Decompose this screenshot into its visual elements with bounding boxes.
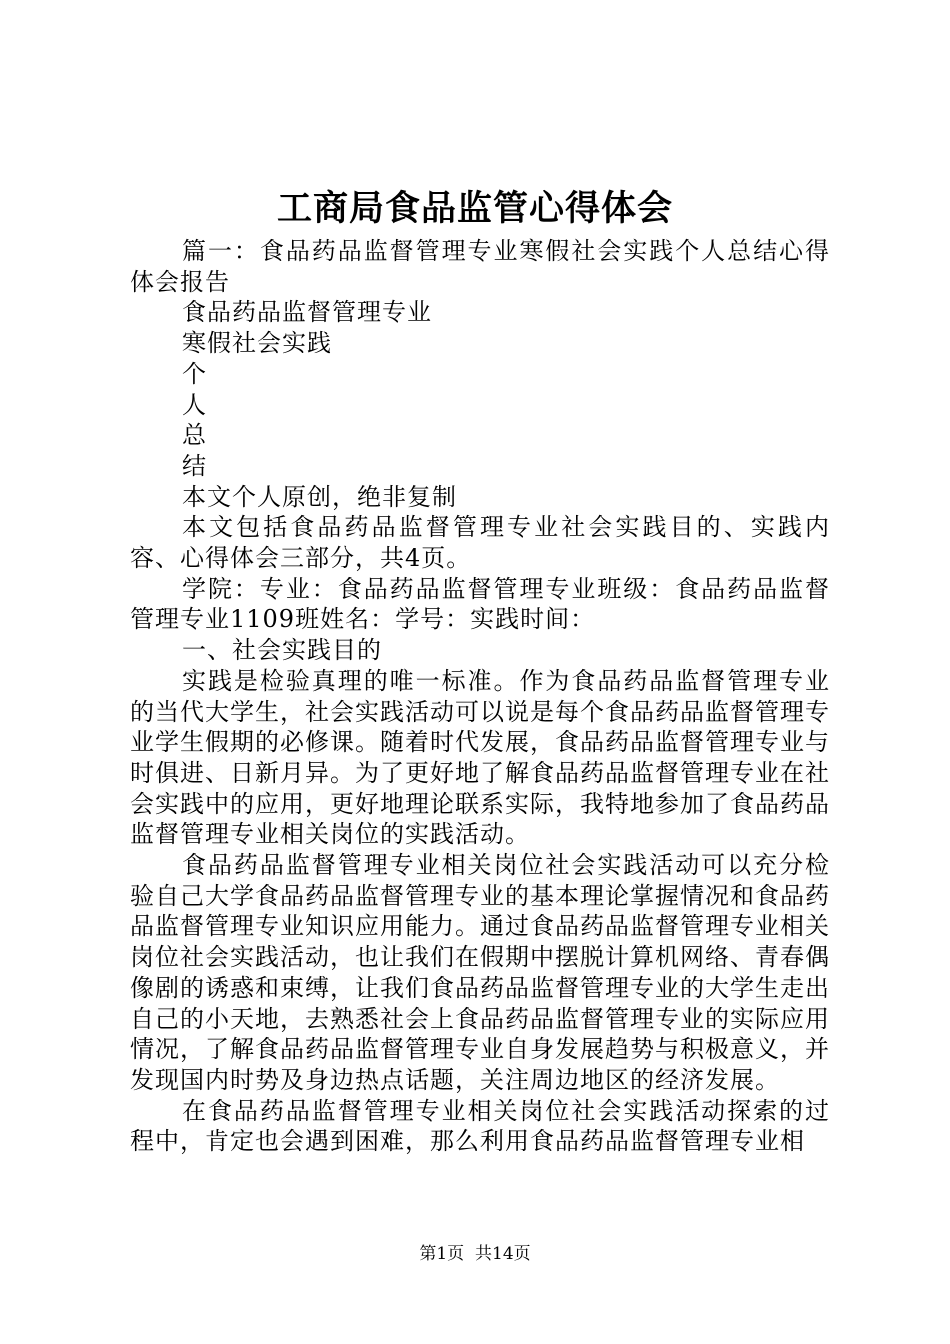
document-body bbox=[130, 236, 830, 1157]
paragraph: 食品药品监督管理专业相关岗位社会实践活动可以充分检验自己大学食品药品监督管理专业的基本理论掌握情况和食品药品监督管理专业知识应用能力。通过食品药品监督管理专业相关岗位社会实践活动，也让我们在假期中摆脱计算机网络、青春偶像剧的诱惑和束缚，让我们食品药品监督管理专业的大学生走出自己的小天地，去熟悉社会上食品药品监督管理专业的实际应用情况，了解食品药品监督管理专业自身发展趋势与积极意义，并发现国内时势及身边热点话题，关注周边地区的经济发展。 bbox=[130, 851, 830, 1094]
document-title: 工商局食品监管心得体会 bbox=[276, 188, 673, 229]
paragraph: 在食品药品监督管理专业相关岗位社会实践活动探索的过程中，肯定也会遇到困难，那么利用食品药品监督管理专业相 bbox=[130, 1096, 830, 1156]
paragraph: 结 bbox=[182, 451, 207, 480]
paragraph: 篇一：食品药品监督管理专业寒假社会实践个人总结心得体会报告 bbox=[130, 237, 830, 296]
section-heading: 一、社会实践目的 bbox=[182, 636, 382, 665]
page-total: 共14页 bbox=[475, 1244, 531, 1264]
paragraph: 总 bbox=[182, 421, 207, 450]
paragraph: 本文包括食品药品监督管理专业社会实践目的、实践内容、心得体会三部分，共4页。 bbox=[130, 513, 830, 573]
paragraph: 寒假社会实践 bbox=[182, 329, 332, 358]
page-footer bbox=[0, 1243, 950, 1265]
paragraph: 个 bbox=[182, 359, 207, 388]
paragraph: 本文个人原创，绝非复制 bbox=[182, 482, 457, 511]
paragraph: 实践是检验真理的唯一标准。作为食品药品监督管理专业的当代大学生，社会实践活动可以说是每个食品药品监督管理专业学生假期的必修课。随着时代发展，食品药品监督管理专业与时俱进、日新月异。为了更好地了解食品药品监督管理专业在社会实践中的应用，更好地理论联系实际，我特地参加了食品药品监督管理专业相关岗位的实践活动。 bbox=[130, 666, 830, 849]
page-number: 第1页 bbox=[419, 1244, 465, 1264]
paragraph: 人 bbox=[182, 390, 207, 419]
paragraph: 学院：专业：食品药品监督管理专业班级：食品药品监督管理专业1109班姓名：学号：实践时间： bbox=[130, 574, 830, 634]
paragraph: 食品药品监督管理专业 bbox=[182, 298, 432, 327]
